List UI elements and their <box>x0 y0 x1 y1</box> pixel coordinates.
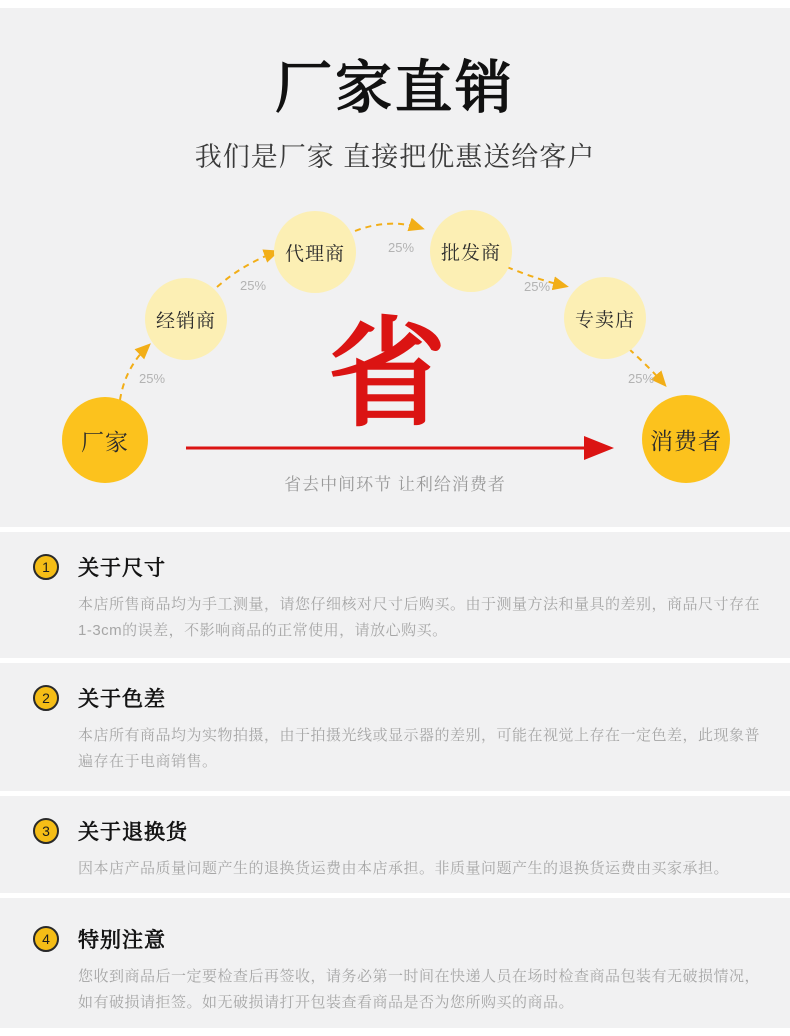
notice-title: 关于退换货 <box>78 821 188 844</box>
notice-size <box>0 532 790 658</box>
node-dealer-label: 经销商 <box>155 310 216 332</box>
notice-returns <box>0 796 790 893</box>
notice-color-difference <box>0 663 790 791</box>
markup-label-2: 25% <box>239 278 267 293</box>
node-agent-label: 代理商 <box>284 243 345 265</box>
notice-body: 因本店产品质量问题产生的退换货运费由本店承担。非质量问题产生的退换货运费由买家承担。 <box>78 860 730 877</box>
page-subtitle: 我们是厂家 直接把优惠送给客户 <box>194 142 596 172</box>
direct-sale-caption: 省去中间环节 让利给消费者 <box>284 475 506 494</box>
notice-title: 特别注意 <box>78 929 166 952</box>
arrow-agent-to-wholesaler <box>355 224 421 231</box>
notice-number-badge: 3 <box>33 818 59 844</box>
node-agent <box>274 211 356 293</box>
notice-title: 关于色差 <box>78 688 166 711</box>
markup-label-1: 25% <box>138 371 166 386</box>
notice-number-badge: 1 <box>33 554 59 580</box>
notice-body: 本店所售商品均为手工测量，请您仔细核对尺寸后购买。由于测量方法和量具的差别，商品尺寸存在1-3cm的误差，不影响商品的正常使用，请放心购买。 <box>78 596 761 639</box>
notice-body: 本店所有商品均为实物拍摄，由于拍摄光线或显示器的差别，可能在视觉上存在一定色差，此现象普遍存在于电商销售。 <box>78 727 761 770</box>
markup-label-4: 25% <box>523 279 551 294</box>
node-wholesaler <box>430 210 512 292</box>
node-dealer <box>145 278 227 360</box>
save-character: 省 <box>327 309 446 441</box>
markup-label-5: 25% <box>627 371 655 386</box>
page-title: 厂家直销 <box>275 56 515 120</box>
node-store-label: 专卖店 <box>574 309 635 331</box>
notice-number-badge: 2 <box>33 685 59 711</box>
notice-title: 关于尺寸 <box>78 557 166 580</box>
node-factory-label: 厂家 <box>81 428 129 455</box>
header-section <box>0 8 790 527</box>
node-consumer-label: 消费者 <box>650 427 722 454</box>
markup-label-3: 25% <box>387 240 415 255</box>
notice-number-badge: 4 <box>33 926 59 952</box>
node-store <box>564 277 646 359</box>
notice-special-attention <box>0 898 790 1028</box>
notice-body: 您收到商品后一定要检查后再签收，请务必第一时间在快递人员在场时检查商品包装有无破损情况，如有破损请拒签。如无破损请打开包装查看商品是否为您所购买的商品。 <box>78 968 761 1011</box>
node-wholesaler-label: 批发商 <box>440 242 501 264</box>
